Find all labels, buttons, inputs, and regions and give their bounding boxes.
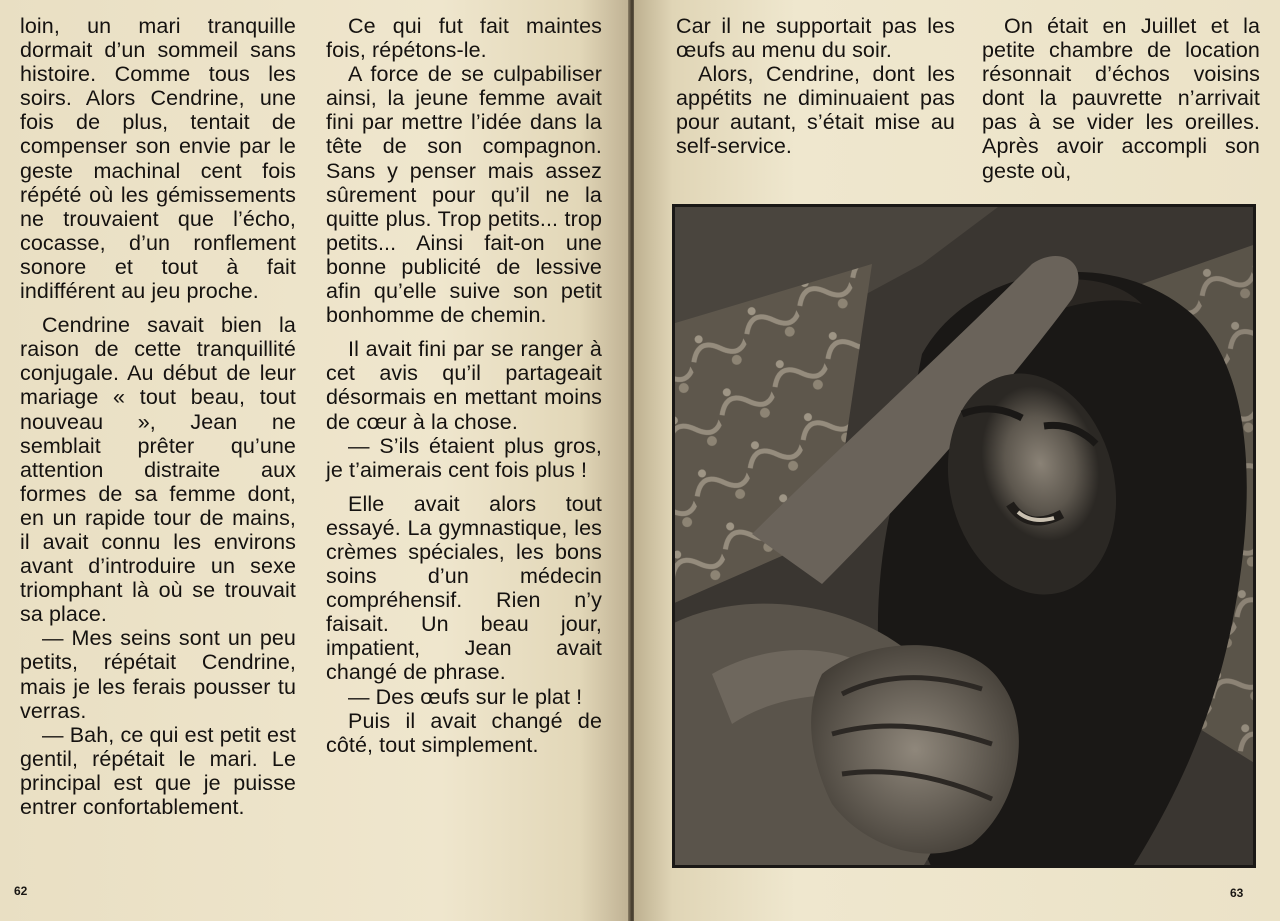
black-and-white-photograph	[672, 204, 1256, 868]
paragraph: Puis il avait changé de côté, tout simplement.	[326, 708, 602, 757]
paragraph: Elle avait alors tout essayé. La gymnastique, les crèmes spéciales, les bons soins d’un médecin compréhensif. Rien n’y faisait. Un beau jour, impatient, Jean avait changé de phrase.	[326, 491, 602, 685]
paragraph: On était en Juillet et la petite chambre de location résonnait d’échos voisins dont la pauvrette n’arrivait pas à se vider les oreilles. Après avoir accompli son geste où,	[982, 14, 1260, 183]
dialogue-line: — S’ils étaient plus gros, je t’aimerais cent fois plus !	[326, 433, 602, 482]
dialogue-line: — Bah, ce qui est petit est gentil, répétait le mari. Le principal est que je puisse entrer confortablement.	[20, 722, 296, 819]
text-column-2	[326, 14, 602, 757]
paragraph: A force de se culpabiliser ainsi, la jeune femme avait fini par mettre l’idée dans la tête de son compagnon. Sans y penser mais assez sûrement pour qu’il ne la quitte plus. Trop petits... trop petits... Ainsi fait-on une bonne publicité de lessive afin qu’elle suive son petit bonhomme de chemin.	[326, 62, 602, 328]
page-number: 63	[1230, 886, 1244, 900]
text-column-1	[20, 14, 296, 819]
left-page	[0, 0, 630, 921]
paragraph: Alors, Cendrine, dont les appétits ne diminuaient pas pour autant, s’était mise au self-service.	[676, 62, 955, 159]
dialogue-line: — Des œufs sur le plat !	[348, 684, 583, 709]
right-page	[634, 0, 1280, 921]
paragraph: Ce qui fut fait maintes fois, répétons-le.	[326, 14, 602, 63]
paragraph: Il avait fini par se ranger à cet avis qu’il partageait désormais en mettant moins de cœur à la chose.	[326, 337, 602, 434]
paragraph: Cendrine savait bien la raison de cette tranquillité conjugale. Au début de leur mariage « tout beau, tout nouveau », Jean ne semblait prêter qu’une attention distraite aux formes de sa femme dont, en un rapide tour de mains, il avait connu les environs avant d’introduire un sexe triomphant là où se trouvait sa place.	[20, 313, 296, 627]
paragraph: Car il ne supportait pas les œufs au menu du soir.	[676, 14, 955, 63]
text-column-3	[676, 14, 955, 159]
dialogue-line: — Mes seins sont un peu petits, répétait Cendrine, mais je les ferais pousser tu verras.	[20, 626, 296, 723]
page-number: 62	[14, 884, 28, 898]
text-column-4	[982, 14, 1260, 183]
paragraph: loin, un mari tranquille dormait d’un sommeil sans histoire. Comme tous les soirs. Alors Cendrine, une fois de plus, tentait de compenser son envie par le geste machinal cent fois répété où les gémissements ne trouvaient que l’écho, cocasse, d’un ronflement sonore et tout à fait indifférent au jeu proche.	[20, 14, 296, 304]
